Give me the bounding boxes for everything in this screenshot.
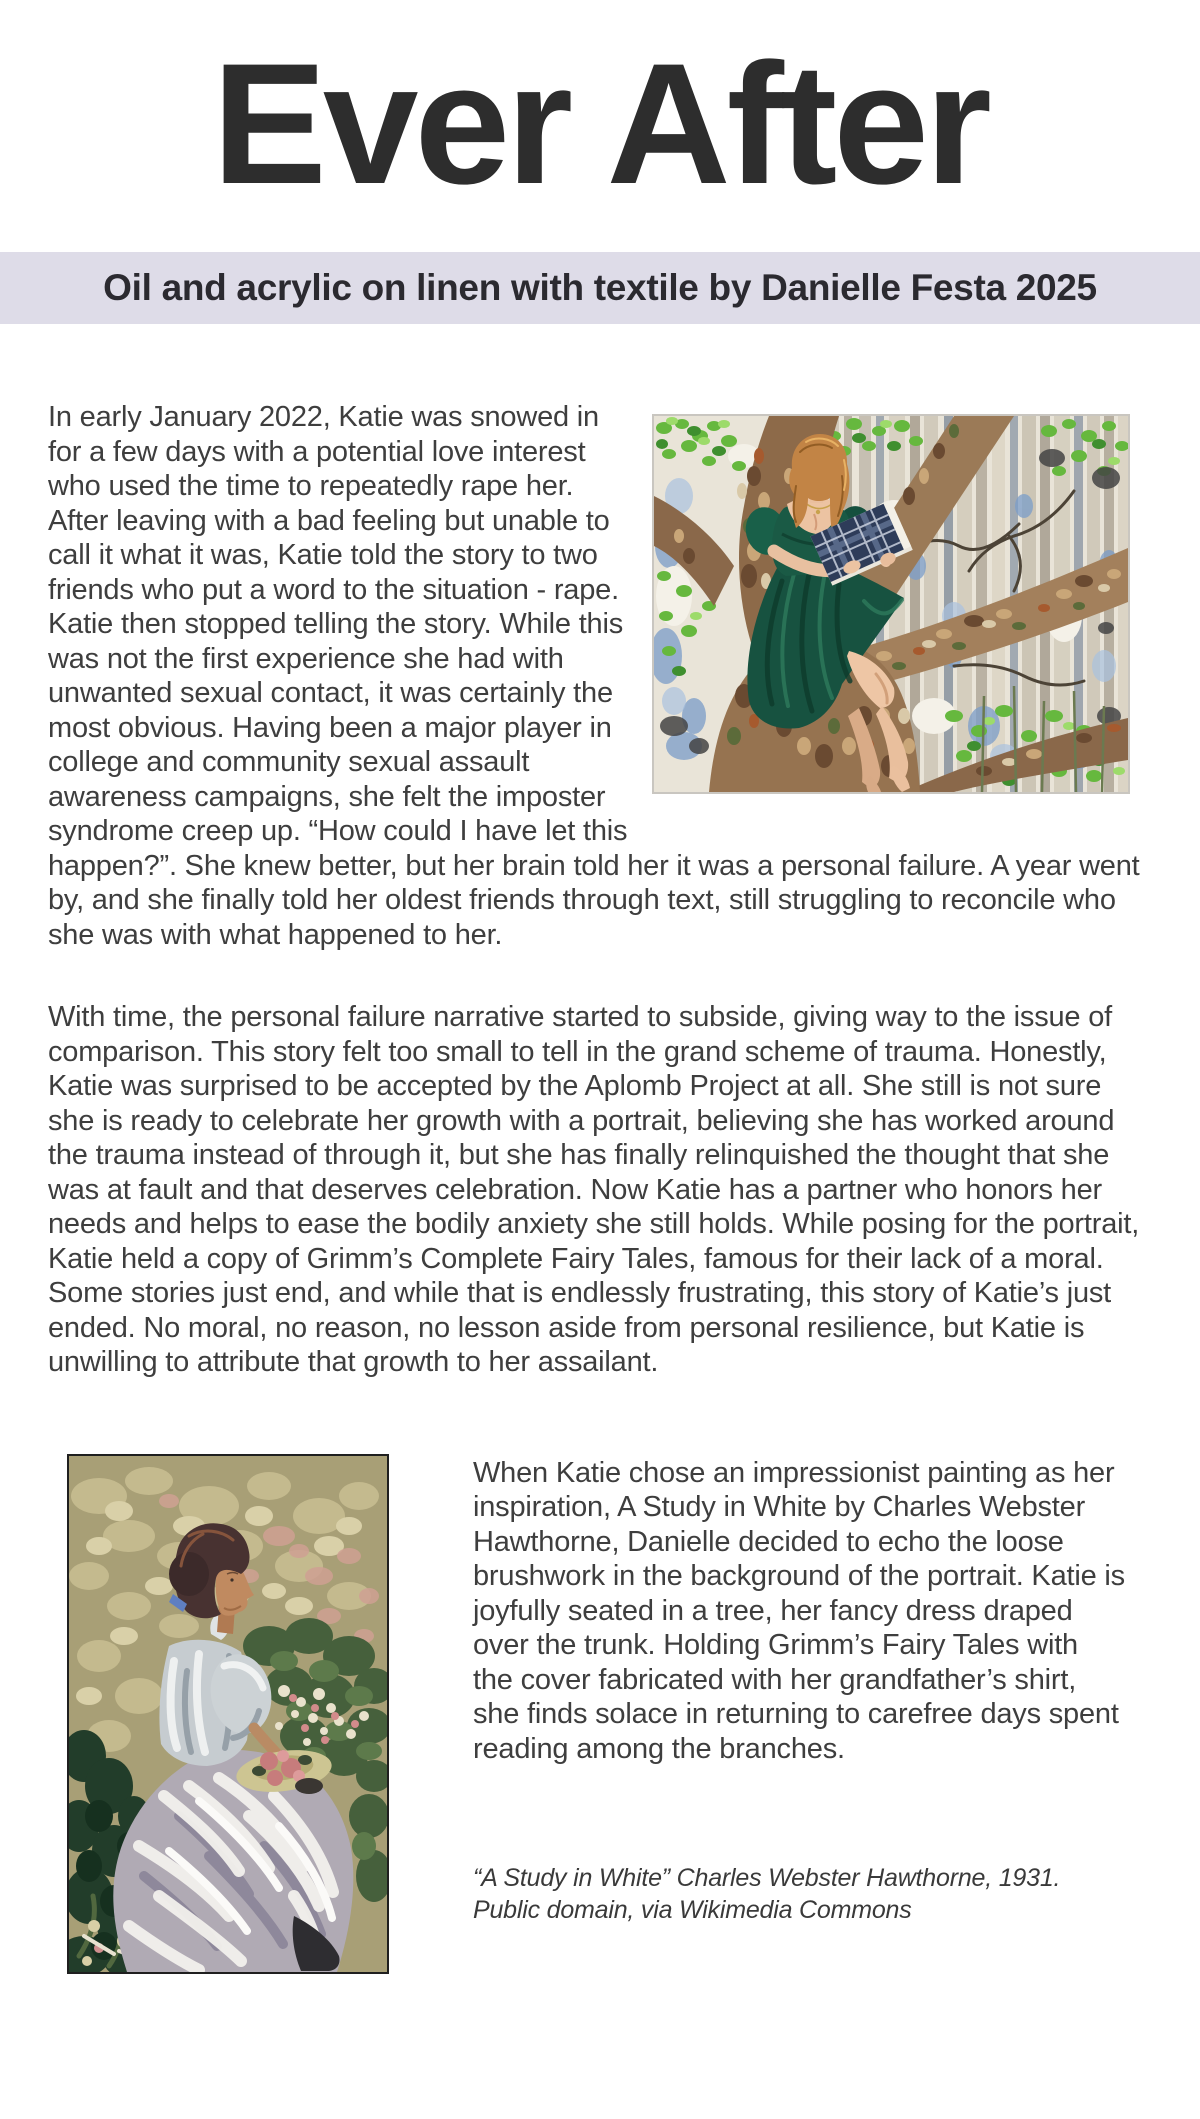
story-paragraph-3: When Katie chose an impressionist painting as her inspiration, A Study in White by Charles Webster Hawthorne, Danielle decided to echo the loose brushwork in the background of the portrait. Katie is joyfully seated in a tree, her fancy dress draped over the trunk. Holding Grimm’s Fairy Tales with the cover fabricated with her grandfather’s shirt, she finds solace in returning to carefree days spent reading among the branches.: [473, 1456, 1125, 1765]
story-paragraph-1: In early January 2022, Katie was snowed in for a few days with a potential love interest who used the time to repeatedly rape her. After leaving with a bad feeling but unable to call it what it was, Katie told the story to two friends who put a word to the situation - rape. Katie then stopped telling the story. While this was not the first experience she had with unwanted sexual contact, it was certainly the most obvious. Having been a major player in college and community sexual assault awareness campaigns, she felt the imposter syndrome creep up. “How could I have let this happen?”. She knew better, but her brain told her it was a personal failure. A year went by, and she finally told her oldest friends through text, still struggling to reconcile who she was with what happened to her.: [48, 401, 1140, 951]
intro-block: [48, 400, 1155, 952]
study-in-white-figure: [67, 1454, 389, 1974]
subtitle-text: Oil and acrylic on linen with textile by Danielle Festa 2025: [103, 267, 1097, 308]
ever-after-portrait-figure: [652, 414, 1130, 794]
image-caption: “A Study in White” Charles Webster Hawthorne, 1931. Public domain, via Wikimedia Commons: [473, 1864, 1061, 1924]
study-in-white-image: [69, 1456, 387, 1972]
reference-section: [48, 1454, 1155, 1974]
story-paragraph-2: With time, the personal failure narrative started to subside, giving way to the issue of comparison. This story felt too small to tell in the grand scheme of trauma. Honestly, Katie was surprised to be accepted by the Aplomb Project at all. She still is not sure she is ready to celebrate her growth with a portrait, believing she has worked around the trauma instead of through it, but she has finally relinquished the thought that she was at fault and that deserves celebration. Now Katie has a partner who honors her needs and helps to ease the bodily anxiety she still holds. While posing for the portrait, Katie held a copy of Grimm’s Complete Fairy Tales, famous for their lack of a moral. Some stories just end, and while that is endlessly frustrating, this story of Katie’s just ended. No moral, no reason, no lesson aside from personal resilience, but Katie is unwilling to attribute that growth to her assailant.: [48, 1001, 1140, 1378]
subtitle-bar: [0, 252, 1200, 324]
page-content: [0, 324, 1200, 1974]
reference-text-block: [473, 1454, 1125, 1927]
ever-after-portrait-image: [654, 416, 1128, 792]
page-title: Ever After: [212, 28, 988, 220]
